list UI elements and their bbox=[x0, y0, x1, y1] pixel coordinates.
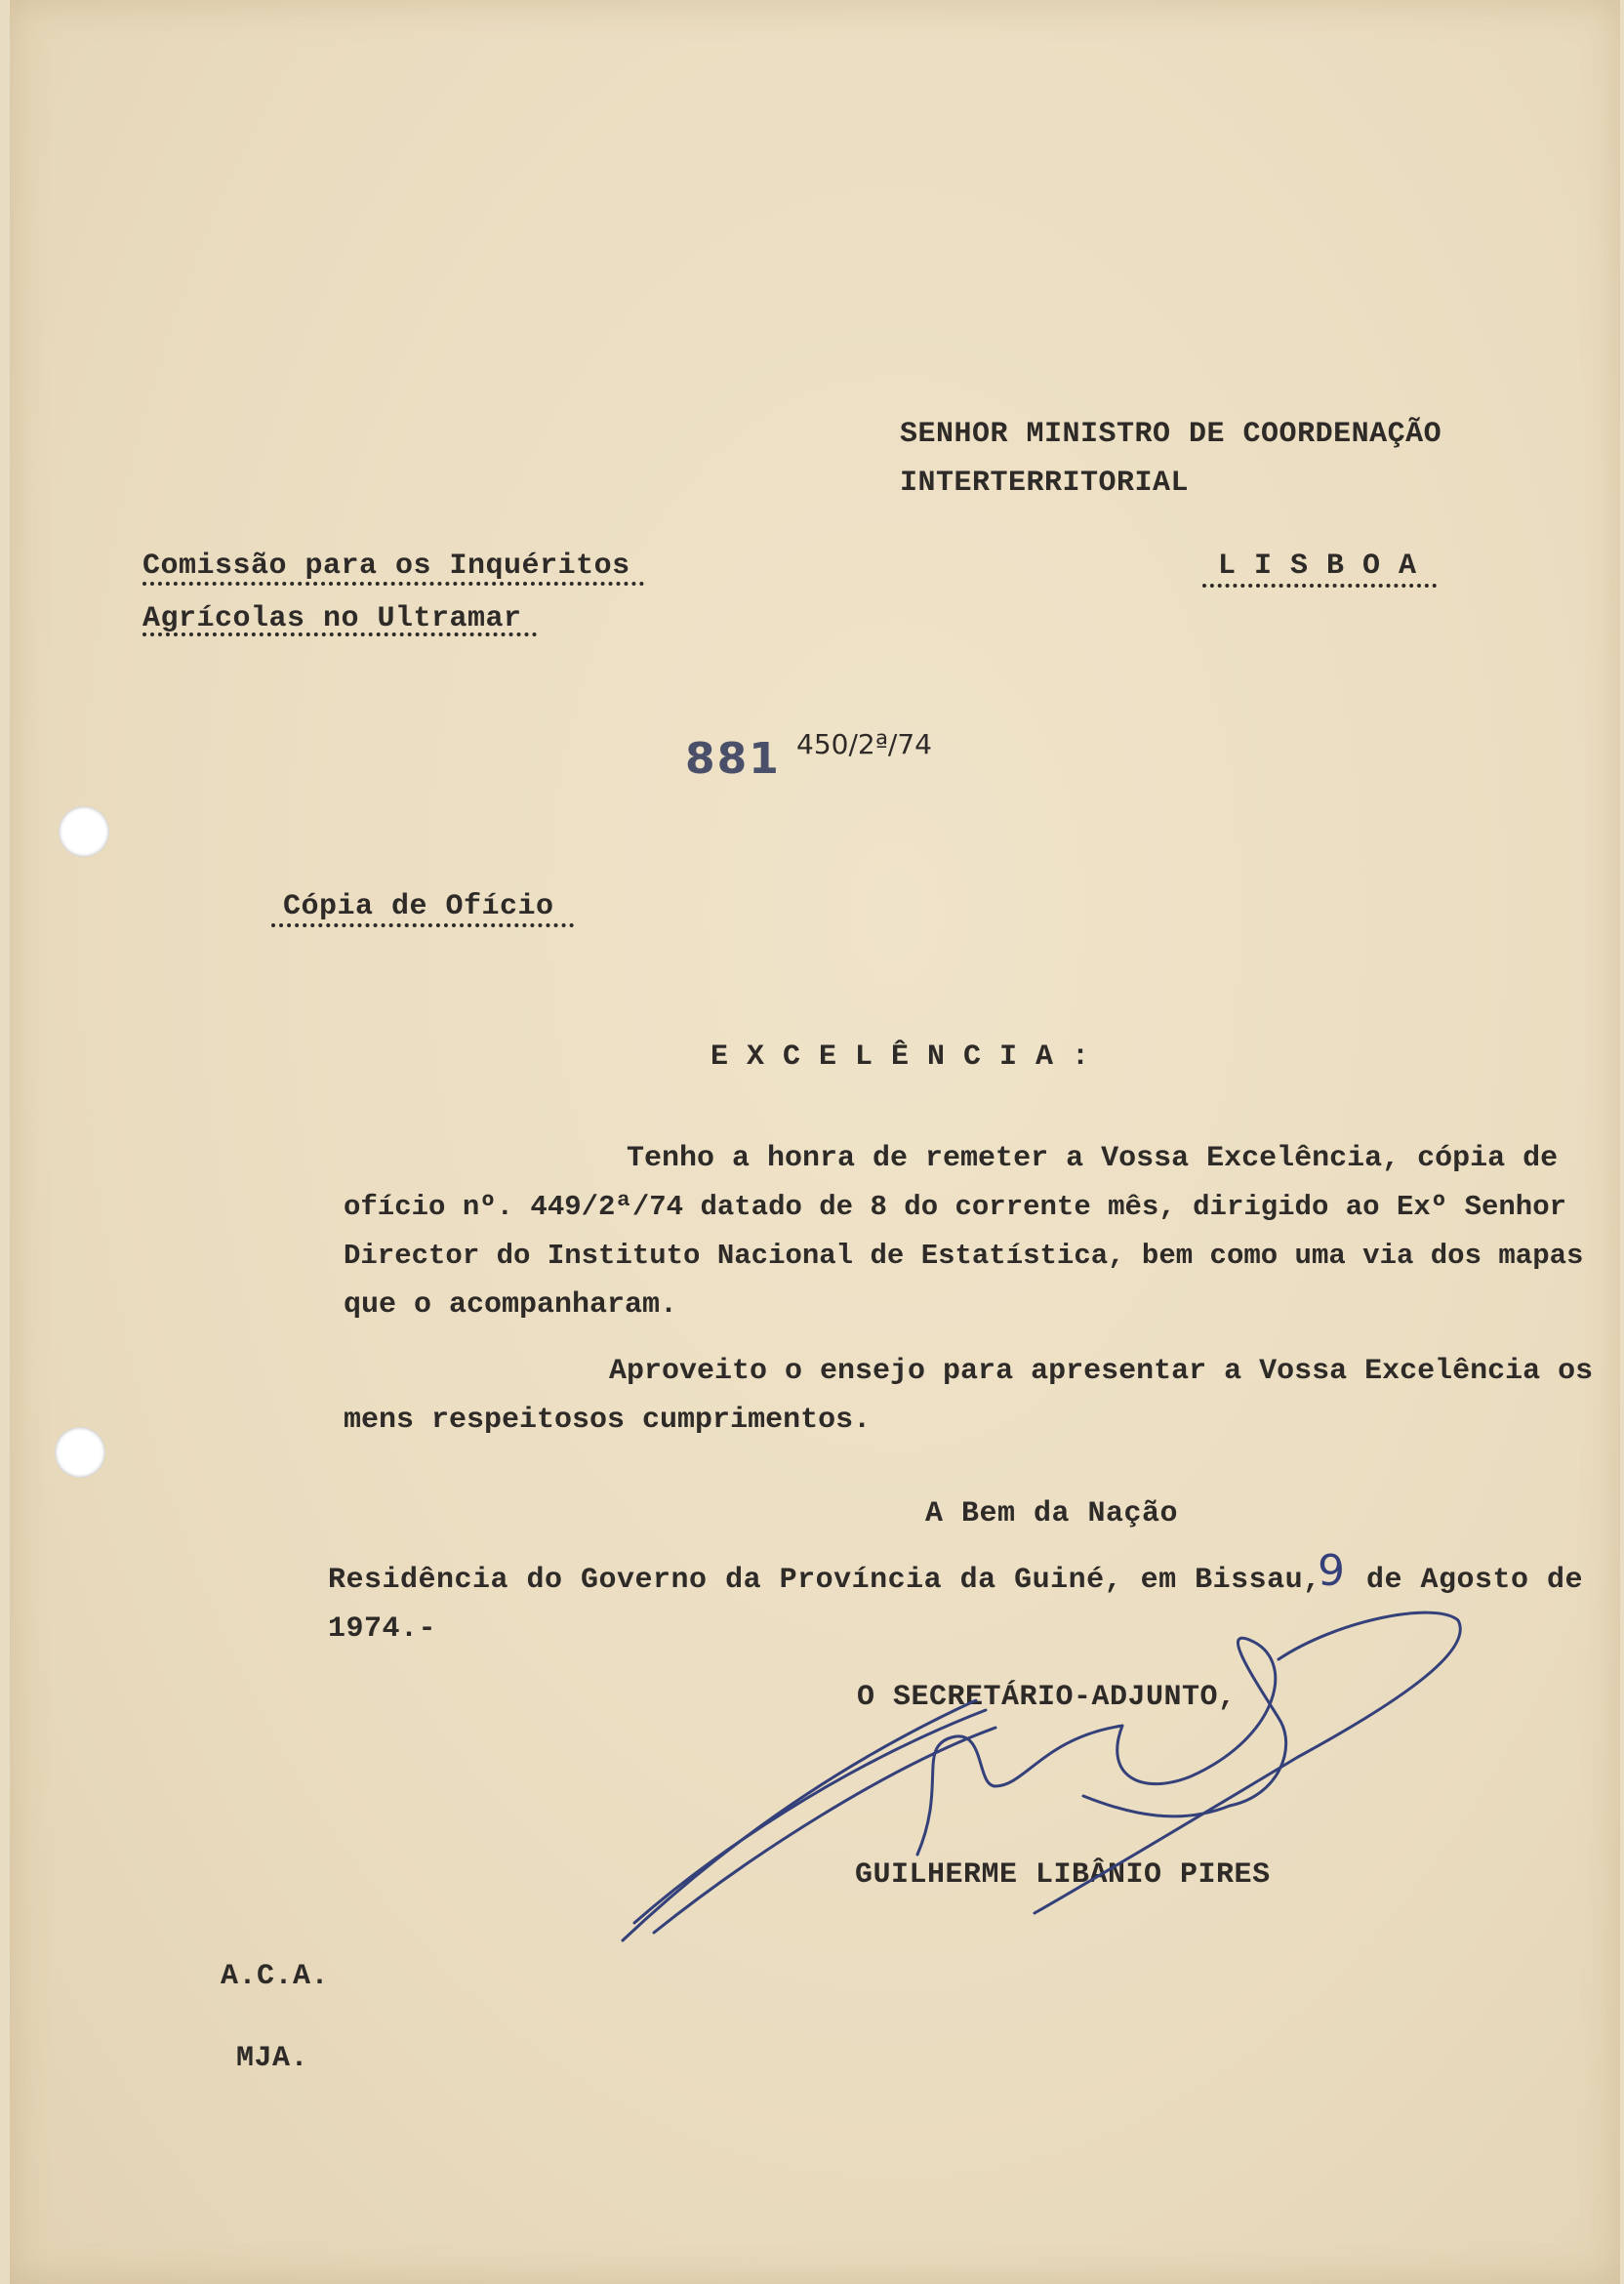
signatory-name: GUILHERME LIBÂNIO PIRES bbox=[855, 1858, 1271, 1892]
body-p2-line-2: mens respeitosos cumprimentos. bbox=[344, 1404, 872, 1437]
closing: A Bem da Nação bbox=[925, 1497, 1179, 1530]
place-prefix: Residência do Governo da Província da Guiné, em Bissau, bbox=[328, 1564, 1321, 1597]
body-p1-line-1: Tenho a honra de remeter a Vossa Excelência, cópia de bbox=[627, 1142, 1559, 1175]
body-p1-line-2: ofício nº. 449/2ª/74 datado de 8 do corrente mês, dirigido ao Exº Senhor bbox=[344, 1191, 1567, 1223]
initials-2: MJA. bbox=[236, 2042, 309, 2075]
reference-number: 450/2ª/74 bbox=[796, 728, 932, 760]
date-year: 1974.- bbox=[328, 1612, 437, 1646]
handwritten-signature bbox=[10, 0, 1620, 2284]
document-type: Cópia de Ofício bbox=[283, 890, 554, 923]
recipient-line-2: INTERTERRITORIAL bbox=[900, 467, 1190, 500]
recipient-city: L I S B O A bbox=[1218, 550, 1417, 583]
sender-line-2: Agrícolas no Ultramar bbox=[142, 602, 522, 635]
date-suffix: de Agosto de bbox=[1366, 1564, 1584, 1597]
signatory-title: O SECRETÁRIO-ADJUNTO, bbox=[857, 1681, 1237, 1714]
salutation: E X C E L Ê N C I A : bbox=[710, 1040, 1090, 1074]
recipient-line-1: SENHOR MINISTRO DE COORDENAÇÃO bbox=[900, 418, 1442, 451]
body-p1-line-3: Director do Instituto Nacional de Estatística, bem como uma via dos mapas bbox=[344, 1240, 1584, 1272]
letter-page bbox=[10, 0, 1620, 2284]
initials-1: A.C.A. bbox=[221, 1960, 330, 1993]
registry-stamp-number: 881 bbox=[685, 734, 781, 784]
body-p1-line-4: que o acompanharam. bbox=[344, 1288, 678, 1322]
sender-line-1: Comissão para os Inquéritos bbox=[142, 550, 630, 583]
handwritten-day: 9 bbox=[1318, 1546, 1345, 1596]
body-p2-line-1: Aproveito o ensejo para apresentar a Vossa Excelência os bbox=[609, 1355, 1594, 1388]
